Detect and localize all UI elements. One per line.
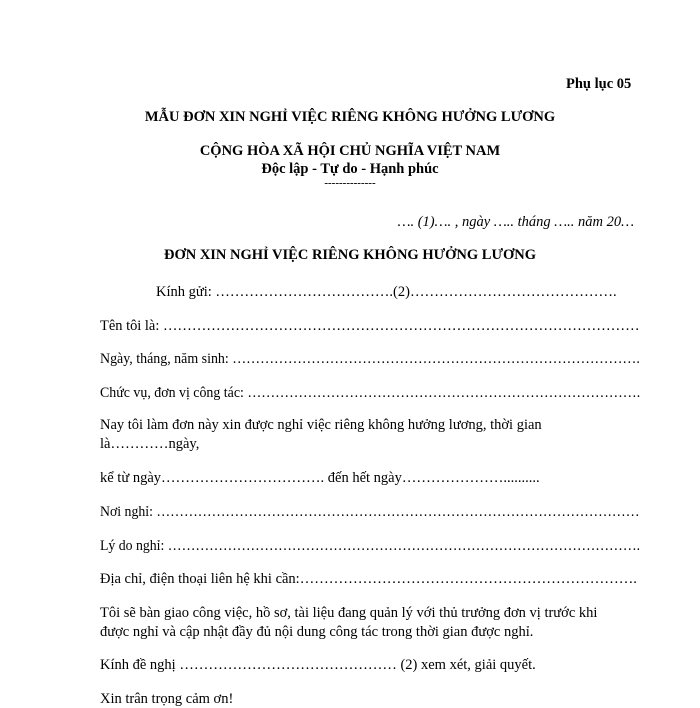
closing-line: Xin trân trọng cảm ơn! [100, 691, 234, 707]
place-date-line: …. (1)…. , ngày ….. tháng ….. năm 20… [397, 214, 634, 230]
contact-field: Địa chỉ, điện thoại liên hệ khi cần:……………………………………………………………. [100, 571, 637, 587]
addressee-line: Kính gửi: ……………………………….(2)……………………………………. [156, 284, 617, 300]
handover-line-2: được nghỉ và cập nhật đầy đủ nội dung công tác trong thời gian được nghỉ. [100, 624, 534, 640]
motto: Độc lập - Tự do - Hạnh phúc [261, 161, 439, 177]
national-name: CỘNG HÒA XÃ HỘI CHỦ NGHĨA VIỆT NAM [199, 143, 501, 159]
name-field: Tên tôi là: ……………………………………………………………………………………… [100, 318, 640, 334]
handover-line-1: Tôi sẽ bàn giao công việc, hồ sơ, tài liệu đang quản lý với thủ trưởng đơn vị trước khi [100, 605, 598, 621]
proposal-line: Kính đề nghị ……………………………………… (2) xem xét, giải quyết. [100, 657, 536, 673]
request-line-2: là…………ngày, [100, 436, 200, 452]
appendix-label: Phụ lục 05 [566, 76, 632, 92]
period-field: kể từ ngày……………………………. đến hết ngày………………….......... [100, 470, 540, 486]
place-field: Nơi nghỉ: …………………………………………………………………………………………… [100, 504, 640, 520]
document-title: ĐƠN XIN NGHỈ VIỆC RIÊNG KHÔNG HƯỞNG LƯƠNG [163, 247, 537, 263]
position-field: Chức vụ, đơn vị công tác: …………………………………………………………………………. [100, 385, 641, 401]
motto-rule: -------------- [324, 177, 376, 189]
reason-field: Lý do nghỉ: …………………………………………………………………………………………. [100, 538, 641, 554]
form-title: MẪU ĐƠN XIN NGHỈ VIỆC RIÊNG KHÔNG HƯỞNG LƯƠNG [144, 109, 556, 125]
request-line-1: Nay tôi làm đơn này xin được nghỉ việc riêng không hưởng lương, thời gian [100, 417, 542, 433]
dob-field: Ngày, tháng, năm sinh: ……………………………………………………………………………. [100, 351, 640, 367]
